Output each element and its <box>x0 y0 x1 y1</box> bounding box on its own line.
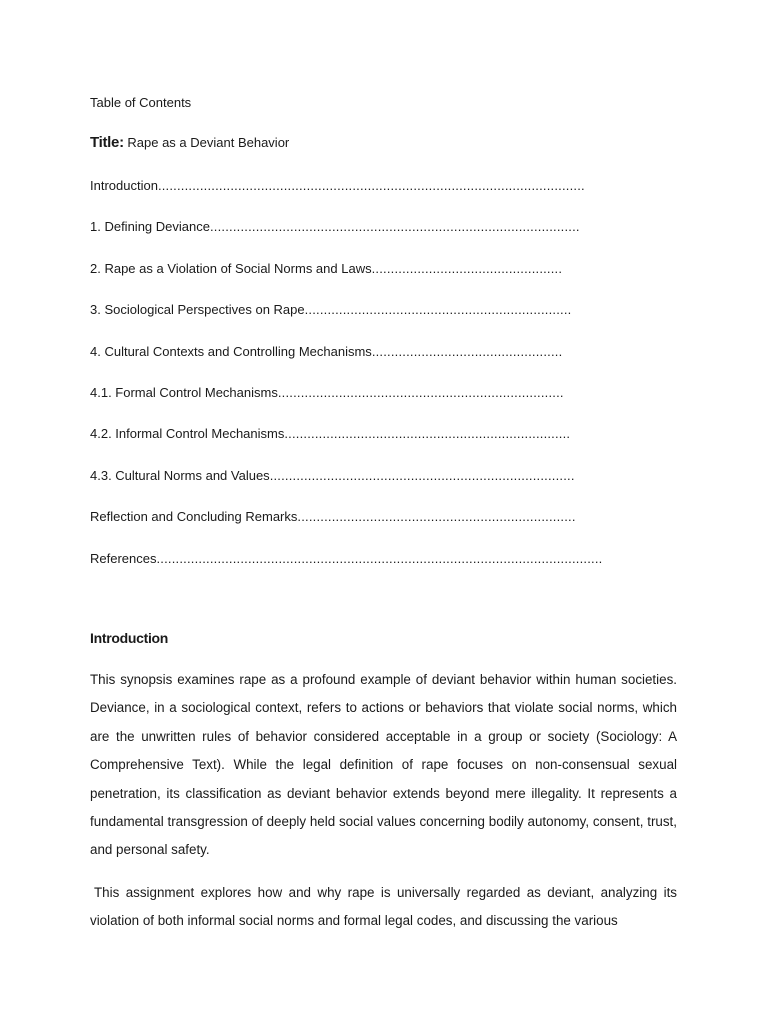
introduction-paragraph-1: This synopsis examines rape as a profound example of deviant behavior within human societies. Deviance, in a sociological context, refers to actions or behaviors that violate social norms, which are the unwritten rules of behavior considered acceptable in a group or society (Sociology: A Comprehensive Text). While the legal definition of rape focuses on non-consensual sexual penetration, its classification as deviant behavior extends beyond mere illegality. It represents a fundamental transgression of deeply held social values concerning bodily autonomy, consent, trust, and personal safety. <box>90 672 677 858</box>
toc-entry-leader: ................................................................................................. <box>209 219 580 235</box>
toc-entry-leader: ................................................................................ <box>269 467 575 483</box>
toc-entry-leader: ........................................................................... <box>277 384 564 400</box>
title-label: Title: <box>90 134 124 151</box>
toc-entry-label: 2. Rape as a Violation of Social Norms and Laws <box>90 260 372 276</box>
toc-entry-references <box>90 550 602 591</box>
toc-entry-label: 4. Cultural Contexts and Controlling Mechanisms <box>90 343 372 359</box>
toc-entry-violation <box>90 260 602 301</box>
toc-entry-label: 1. Defining Deviance <box>90 219 210 235</box>
toc-entry-leader: .................................................. <box>371 343 563 359</box>
toc-entry-reflection <box>90 508 602 549</box>
toc-entry-introduction <box>90 177 602 218</box>
toc-entry-cultural-contexts <box>90 343 602 384</box>
toc-heading: Table of Contents <box>90 95 192 110</box>
toc-entry-label: Introduction <box>90 178 158 193</box>
toc-entry-label: 4.1. Formal Control Mechanisms <box>90 384 278 400</box>
toc-list <box>90 177 602 591</box>
toc-entry-leader: ...................................................................... <box>304 302 572 318</box>
toc-entry-label: 4.3. Cultural Norms and Values <box>90 467 270 483</box>
toc-entry-label: 3. Sociological Perspectives on Rape <box>90 302 305 318</box>
toc-entry-label: References <box>90 550 157 566</box>
toc-entry-leader: .................................................. <box>371 260 563 276</box>
toc-entry-label: 4.2. Informal Control Mechanisms <box>90 426 285 442</box>
toc-entry-leader: ......................................................................... <box>297 509 576 525</box>
toc-entry-cultural-norms <box>90 467 602 508</box>
introduction-paragraph-2: This assignment explores how and why rape is universally regarded as deviant, analyzing its violation of both informal social norms and formal legal codes, and discussing the various <box>90 885 677 929</box>
toc-entry-leader: ................................................................................................................ <box>157 178 585 193</box>
toc-entry-leader: ........................................................................... <box>284 426 571 442</box>
toc-entry-label: Reflection and Concluding Remarks <box>90 509 298 525</box>
toc-entry-defining-deviance <box>90 218 602 259</box>
toc-entry-leader: ..................................................................................................................... <box>156 550 603 566</box>
title-text: Rape as a Deviant Behavior <box>123 135 290 150</box>
toc-entry-informal-control <box>90 425 602 466</box>
toc-entry-sociological-perspectives <box>90 301 602 342</box>
introduction-heading: Introduction <box>90 630 169 646</box>
toc-entry-formal-control <box>90 384 602 425</box>
document-title <box>90 134 289 152</box>
